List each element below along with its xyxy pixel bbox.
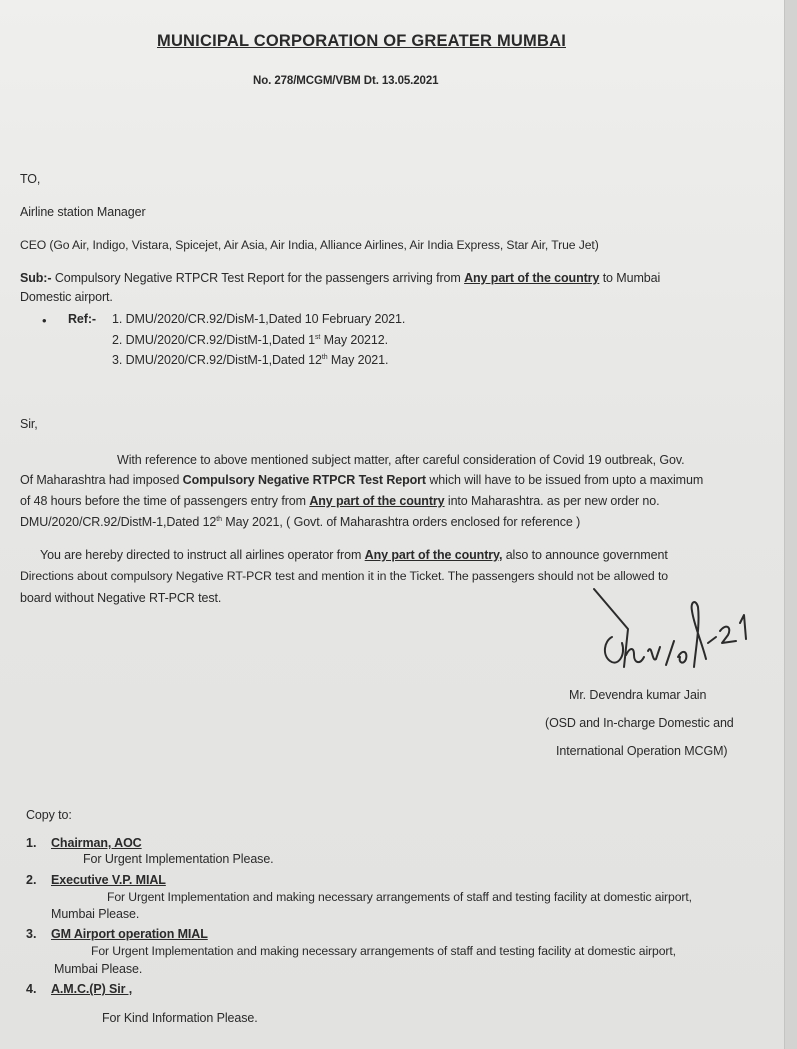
copy-item-1-recipient: Chairman, AOC bbox=[51, 836, 142, 850]
subject-line-2: Domestic airport. bbox=[20, 290, 113, 304]
copy-item-2-line-2: Mumbai Please. bbox=[51, 907, 140, 921]
page-edge bbox=[784, 0, 797, 1049]
body-paragraph-1-line-2: Of Maharashtra had imposed Compulsory Negative RTPCR Test Report which will have to be issued from upto a maximum bbox=[20, 473, 704, 487]
reference-label: Ref:- bbox=[68, 312, 96, 326]
copy-item-number: 1. bbox=[26, 836, 37, 850]
copy-item-2-line-1: For Urgent Implementation and making necessary arrangements of staff and testing facility at domestic airport, bbox=[107, 890, 692, 904]
copy-item-2-recipient: Executive V.P. MIAL bbox=[51, 873, 166, 887]
copy-item-1-line-1: For Urgent Implementation Please. bbox=[83, 852, 274, 866]
subject-label: Sub:- bbox=[20, 271, 52, 285]
copy-item-number: 2. bbox=[26, 873, 37, 887]
body-paragraph-2-line-3: board without Negative RT-PCR test. bbox=[20, 591, 222, 605]
subject-text: Compulsory Negative RTPCR Test Report for the passengers arriving from bbox=[54, 271, 461, 285]
signatory-title-2: International Operation MCGM) bbox=[556, 744, 728, 758]
reference-item-1: 1. DMU/2020/CR.92/DisM-1,Dated 10 February 2021. bbox=[112, 312, 406, 326]
recipient-line-2: CEO (Go Air, Indigo, Vistara, Spicejet, Air Asia, Air India, Alliance Airlines, Air India Express, Star Air, True Jet) bbox=[20, 238, 599, 252]
copy-item-3-line-2: Mumbai Please. bbox=[54, 962, 143, 976]
subject-text-end: to Mumbai bbox=[602, 271, 661, 285]
copy-item-number: 4. bbox=[26, 982, 37, 996]
handwritten-signature bbox=[590, 585, 760, 680]
copy-item-number: 3. bbox=[26, 927, 37, 941]
body-highlight-any-part: Any part of the country bbox=[309, 494, 445, 508]
body-paragraph-1-line-3: of 48 hours before the time of passengers entry from Any part of the country into Maharashtra. as per new order no. bbox=[20, 494, 660, 508]
signatory-name: Mr. Devendra kumar Jain bbox=[569, 688, 707, 702]
letter-reference-number: No. 278/MCGM/VBM Dt. 13.05.2021 bbox=[253, 75, 439, 87]
body-paragraph-1-line-4: DMU/2020/CR.92/DistM-1,Dated 12th May 2021, ( Govt. of Maharashtra orders enclosed for reference ) bbox=[20, 515, 581, 529]
copy-item-3-line-1: For Urgent Implementation and making necessary arrangements of staff and testing facility at domestic airport, bbox=[91, 944, 676, 958]
body-paragraph-2-line-2: Directions about compulsory Negative RT-PCR test and mention it in the Ticket. The passengers should not be allowed to bbox=[20, 569, 669, 583]
reference-item-2: 2. DMU/2020/CR.92/DistM-1,Dated 1st May 20212. bbox=[112, 333, 388, 347]
body-paragraph-2-line-1: You are hereby directed to instruct all airlines operator from Any part of the country, also to announce government bbox=[40, 548, 668, 562]
signatory-title-1: (OSD and In-charge Domestic and bbox=[545, 716, 734, 730]
subject-line bbox=[20, 271, 660, 285]
to-label: TO, bbox=[20, 172, 41, 186]
reference-item-3: 3. DMU/2020/CR.92/DistM-1,Dated 12th May 2021. bbox=[112, 353, 389, 367]
copy-item-3-recipient: GM Airport operation MIAL bbox=[51, 927, 208, 941]
body-paragraph-1-line-1: With reference to above mentioned subject matter, after careful consideration of Covid 19 outbreak, Gov. bbox=[117, 453, 685, 467]
body-highlight-rtpcr: Compulsory Negative RTPCR Test Report bbox=[182, 473, 426, 487]
salutation: Sir, bbox=[20, 417, 38, 431]
copy-item-4-recipient: A.M.C.(P) Sir , bbox=[51, 982, 133, 996]
copy-item-4-line-1: For Kind Information Please. bbox=[102, 1011, 258, 1025]
recipient-line-1: Airline station Manager bbox=[20, 205, 146, 219]
letterhead-title: MUNICIPAL CORPORATION OF GREATER MUMBAI bbox=[157, 32, 566, 50]
reference-bullet: • bbox=[42, 313, 47, 328]
subject-highlight: Any part of the country bbox=[464, 271, 600, 285]
copy-to-label: Copy to: bbox=[26, 808, 72, 822]
body-highlight-any-part-2: Any part of the country, bbox=[364, 548, 503, 562]
